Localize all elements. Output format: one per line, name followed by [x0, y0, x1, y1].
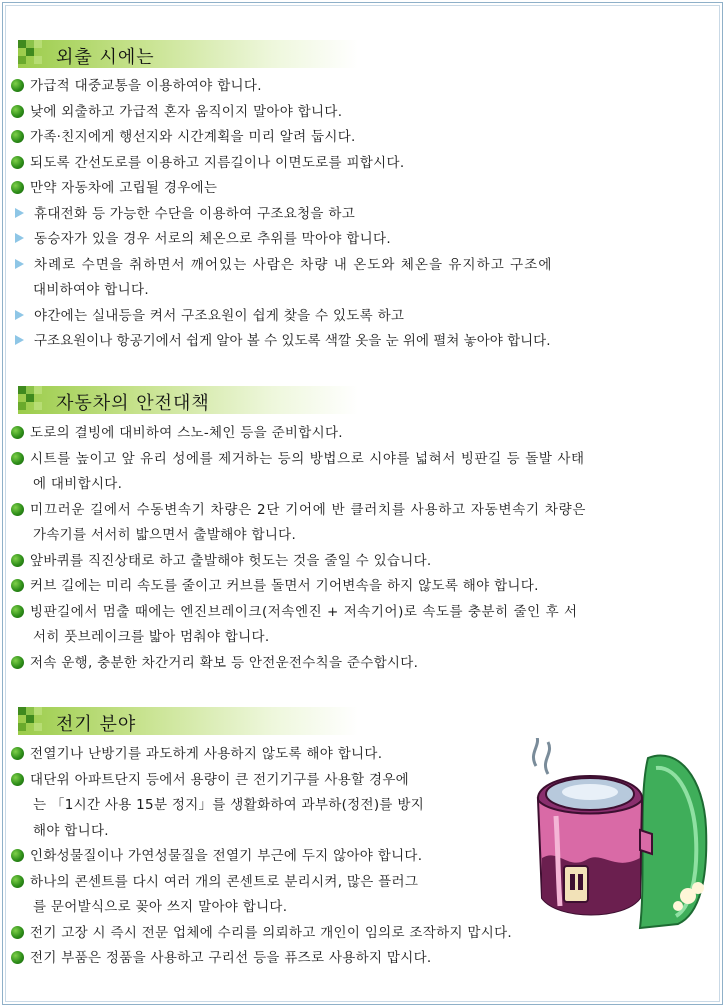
list-item: 미끄러운 길에서 수동변속기 차량은 2단 기어에 반 클러치를 사용하고 자동변속기 차량은	[11, 498, 586, 524]
green-ball-bullet-icon	[11, 181, 24, 194]
blue-triangle-arrow-icon	[15, 335, 24, 345]
list-item: 저속 운행, 충분한 차간거리 확보 등 안전운전수칙을 준수합시다.	[11, 651, 418, 677]
list-item: 시트를 높이고 앞 유리 성에를 제거하는 등의 방법으로 시야를 넓혀서 빙판길 등 돌발 사태	[11, 447, 585, 473]
sub-list-item: 구조요원이나 항공기에서 쉽게 알아 볼 수 있도록 색깔 옷을 눈 위에 펼쳐 놓아야 합니다.	[11, 329, 551, 355]
list-item-continued: 에 대비합시다.	[33, 476, 123, 492]
list-item: 빙판길에서 멈출 때에는 엔진브레이크(저속엔진 + 저속기어)로 속도를 충분히 줄인 후 서	[11, 600, 578, 626]
blue-triangle-arrow-icon	[15, 233, 24, 243]
list-item: 도로의 결빙에 대비하여 스노-체인 등을 준비합시다.	[11, 421, 343, 447]
section-title-outing: 외출 시에는	[56, 47, 155, 68]
green-ball-bullet-icon	[11, 773, 24, 786]
list-item-continued: 서히 풋브레이크를 밟아 멈춰야 합니다.	[33, 629, 270, 645]
list-item: 만약 자동차에 고립될 경우에는	[11, 176, 217, 202]
sub-list-item: 야간에는 실내등을 켜서 구조요원이 쉽게 찾을 수 있도록 하고	[11, 304, 404, 330]
rice-cooker-icon	[538, 776, 652, 915]
green-ball-bullet-icon	[11, 849, 24, 862]
list-item: 하나의 콘센트를 다시 여러 개의 콘센트로 분리시켜, 많은 플러그	[11, 870, 418, 896]
blue-triangle-arrow-icon	[15, 310, 24, 320]
green-ball-bullet-icon	[11, 503, 24, 516]
green-ball-bullet-icon	[11, 951, 24, 964]
green-ball-bullet-icon	[11, 426, 24, 439]
green-ball-bullet-icon	[11, 579, 24, 592]
list-item: 전기 고장 시 즉시 전문 업체에 수리를 의뢰하고 개인이 임의로 조작하지 맙시다.	[11, 921, 512, 947]
section-heading-outing	[18, 40, 358, 68]
list-item-continued: 를 문어발식으로 꽂아 쓰지 말아야 합니다.	[33, 899, 288, 915]
section-title-electric: 전기 분야	[56, 714, 137, 735]
list-item: 인화성물질이나 가연성물질을 전열기 부근에 두지 않아야 합니다.	[11, 844, 422, 870]
sub-list-item: 차례로 수면을 취하면서 깨어있는 사람은 차량 내 온도와 체온을 유지하고 구조에	[11, 253, 716, 279]
steam-icon	[545, 742, 549, 774]
green-ball-bullet-icon	[11, 747, 24, 760]
list-item: 앞바퀴를 직진상태로 하고 출발해야 헛도는 것을 줄일 수 있습니다.	[11, 549, 432, 575]
list-item: 되도록 간선도로를 이용하고 지름길이나 이면도로를 피합시다.	[11, 151, 404, 177]
list-item: 커브 길에는 미리 속도를 줄이고 커브를 돌면서 기어변속을 하지 않도록 해야 합니다.	[11, 574, 539, 600]
green-ball-bullet-icon	[11, 130, 24, 143]
list-item: 전열기나 난방기를 과도하게 사용하지 않도록 해야 합니다.	[11, 742, 382, 768]
sub-list-item: 휴대전화 등 가능한 수단을 이용하여 구조요청을 하고	[11, 202, 355, 228]
list-item-continued: 는 「1시간 사용 15분 정지」를 생활화하여 과부하(정전)를 방지	[33, 797, 425, 813]
list-item: 가족·친지에게 행선지와 시간계획을 미리 알려 둡시다.	[11, 125, 356, 151]
green-ball-bullet-icon	[11, 554, 24, 567]
green-ball-bullet-icon	[11, 656, 24, 669]
control-panel-icon	[564, 866, 588, 902]
green-ball-bullet-icon	[11, 452, 24, 465]
section-heading-car	[18, 386, 358, 414]
green-ball-bullet-icon	[11, 79, 24, 92]
green-ball-bullet-icon	[11, 105, 24, 118]
blue-triangle-arrow-icon	[15, 208, 24, 218]
sub-list-item: 동승자가 있을 경우 서로의 체온으로 추위를 막아야 합니다.	[11, 227, 391, 253]
section-heading-electric	[18, 707, 358, 735]
green-ball-bullet-icon	[11, 926, 24, 939]
rice-cooker-and-iron-illustration	[528, 738, 716, 934]
sub-list-item-continued: 대비하여야 합니다.	[33, 282, 149, 298]
list-item-continued: 해야 합니다.	[33, 822, 109, 839]
list-item: 전기 부품은 정품을 사용하고 구리선 등을 퓨즈로 사용하지 맙시다.	[11, 946, 432, 972]
list-item-continued: 가속기를 서서히 밟으면서 출발해야 합니다.	[33, 527, 297, 543]
list-item: 가급적 대중교통을 이용하여야 합니다.	[11, 74, 262, 100]
blue-triangle-arrow-icon	[15, 259, 24, 269]
section-title-car: 자동차의 안전대책	[56, 393, 210, 414]
green-ball-bullet-icon	[11, 156, 24, 169]
green-ball-bullet-icon	[11, 875, 24, 888]
list-item: 대단위 아파트단지 등에서 용량이 큰 전기기구를 사용할 경우에	[11, 768, 409, 794]
list-item: 낮에 외출하고 가급적 혼자 움직이지 말아야 합니다.	[11, 100, 342, 126]
steam-icon	[533, 738, 537, 766]
green-ball-bullet-icon	[11, 605, 24, 618]
